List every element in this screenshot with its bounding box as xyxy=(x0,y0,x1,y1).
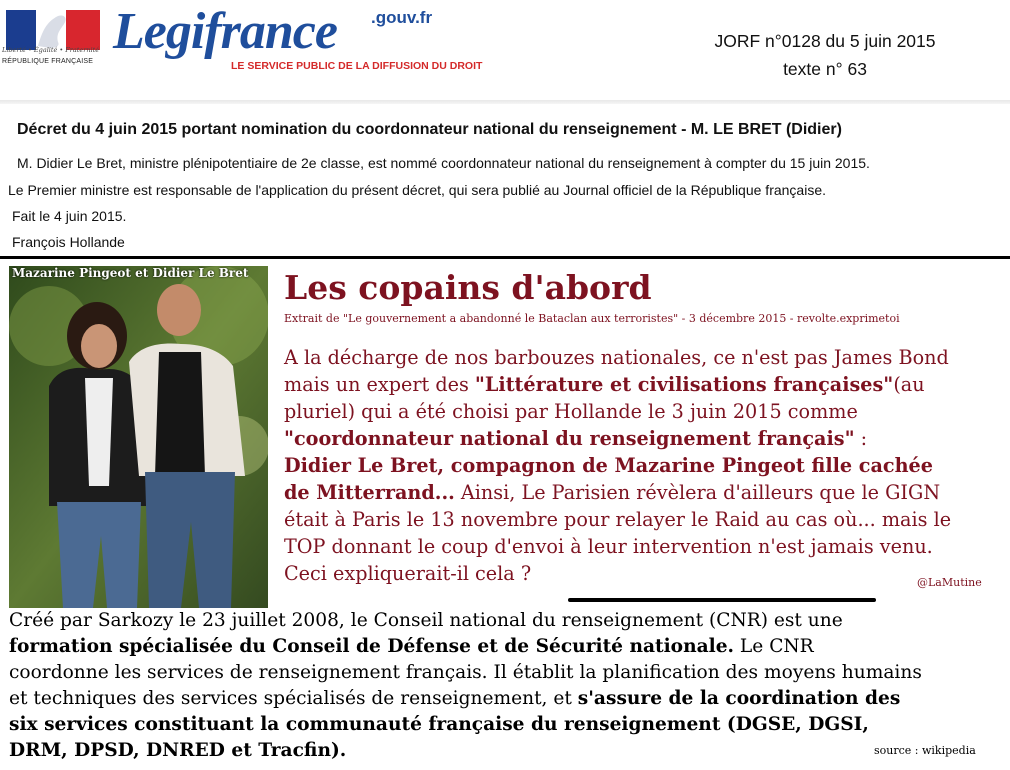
jorf-reference xyxy=(700,27,950,83)
cnr-line-2 xyxy=(9,636,814,657)
article-emphasis: de Mitterrand... xyxy=(284,481,455,504)
article-line-2 xyxy=(284,373,925,396)
cnr-emphasis: six services constituant la communauté française du renseignement (DGSE, DGSI, xyxy=(9,714,869,735)
article-text: (au xyxy=(893,373,925,396)
article-title: Les copains d'abord xyxy=(284,268,652,307)
cnr-emphasis: DRM, DPSD, DNRED et Tracfin). xyxy=(9,740,347,761)
decree-signatory: François Hollande xyxy=(12,234,125,250)
header-divider xyxy=(0,100,1010,104)
article-signature: @LaMutine xyxy=(917,576,982,589)
photo-caption: Mazarine Pingeot et Didier Le Bret xyxy=(12,266,249,280)
article-source: Extrait de "Le gouvernement a abandonné le Bataclan aux terroristes" - 3 décembre 2015 - revolte.exprimetoi xyxy=(284,312,900,325)
article-emphasis: Didier Le Bret, compagnon de Mazarine Pingeot fille cachée xyxy=(284,454,933,477)
article-line-1: A la décharge de nos barbouzes nationales, ce n'est pas James Bond xyxy=(284,346,949,369)
photo xyxy=(9,266,268,608)
article-divider xyxy=(568,598,876,602)
legifrance-tagline: LE SERVICE PUBLIC DE LA DIFFUSION DU DROIT xyxy=(231,60,483,72)
article-emphasis: "coordonnateur national du renseignement français" xyxy=(284,427,855,450)
republic-name: RÉPUBLIQUE FRANÇAISE xyxy=(2,58,94,65)
article-text: mais un expert des xyxy=(284,373,475,396)
article-text: : xyxy=(854,427,868,450)
cnr-emphasis: formation spécialisée du Conseil de Défense et de Sécurité nationale. xyxy=(9,636,735,657)
cnr-line-5 xyxy=(9,714,869,735)
cnr-emphasis: s'assure de la coordination des xyxy=(577,688,901,709)
article-line-4 xyxy=(284,427,867,450)
decree-line-1: M. Didier Le Bret, ministre plénipotentiaire de 2e classe, est nommé coordonnateur national du renseignement à compter du 15 juin 2015. xyxy=(17,155,870,171)
article-line-3: pluriel) qui a été choisi par Hollande le 3 juin 2015 comme xyxy=(284,400,858,423)
cnr-source: source : wikipedia xyxy=(874,744,976,757)
legifrance-logo-domain: .gouv.fr xyxy=(371,8,433,27)
republic-motto: Liberté • Égalité • Fraternité xyxy=(2,46,100,54)
section-divider xyxy=(0,256,1010,259)
article-text: Ainsi, Le Parisien révèlera d'ailleurs que le GIGN xyxy=(454,481,941,504)
cnr-line-6 xyxy=(9,740,346,761)
cnr-line-4 xyxy=(9,688,900,709)
decree-date: Fait le 4 juin 2015. xyxy=(12,208,127,224)
cnr-text: et techniques des services spécialisés de renseignement, et xyxy=(9,688,578,709)
legifrance-logo-word: Legifrance xyxy=(113,3,337,60)
decree-line-2: Le Premier ministre est responsable de l'application du présent décret, qui sera publié au Journal officiel de la République française. xyxy=(8,182,827,198)
article-line-6 xyxy=(284,481,940,504)
jorf-number: JORF n°0128 du 5 juin 2015 xyxy=(714,31,936,51)
cnr-line-3: coordonne les services de renseignement français. Il établit la planification des moyens humains xyxy=(9,662,922,683)
article-line-9: Ceci expliquerait-il cela ? xyxy=(284,562,532,585)
article-line-5 xyxy=(284,454,933,477)
cnr-text: Le CNR xyxy=(734,636,814,657)
article-emphasis: "Littérature et civilisations françaises" xyxy=(474,373,894,396)
article-line-8: TOP donnant le coup d'envoi à leur intervention n'est jamais venu. xyxy=(284,535,933,558)
cnr-line-1: Créé par Sarkozy le 23 juillet 2008, le Conseil national du renseignement (CNR) est une xyxy=(9,610,843,631)
decree-title: Décret du 4 juin 2015 portant nomination du coordonnateur national du renseignement - M. LE BRET (Didier) xyxy=(17,121,842,138)
legifrance-header xyxy=(0,0,1010,100)
jorf-text-number: texte n° 63 xyxy=(783,59,867,79)
article-line-7: était à Paris le 13 novembre pour relayer le Raid au cas où... mais le xyxy=(284,508,952,531)
